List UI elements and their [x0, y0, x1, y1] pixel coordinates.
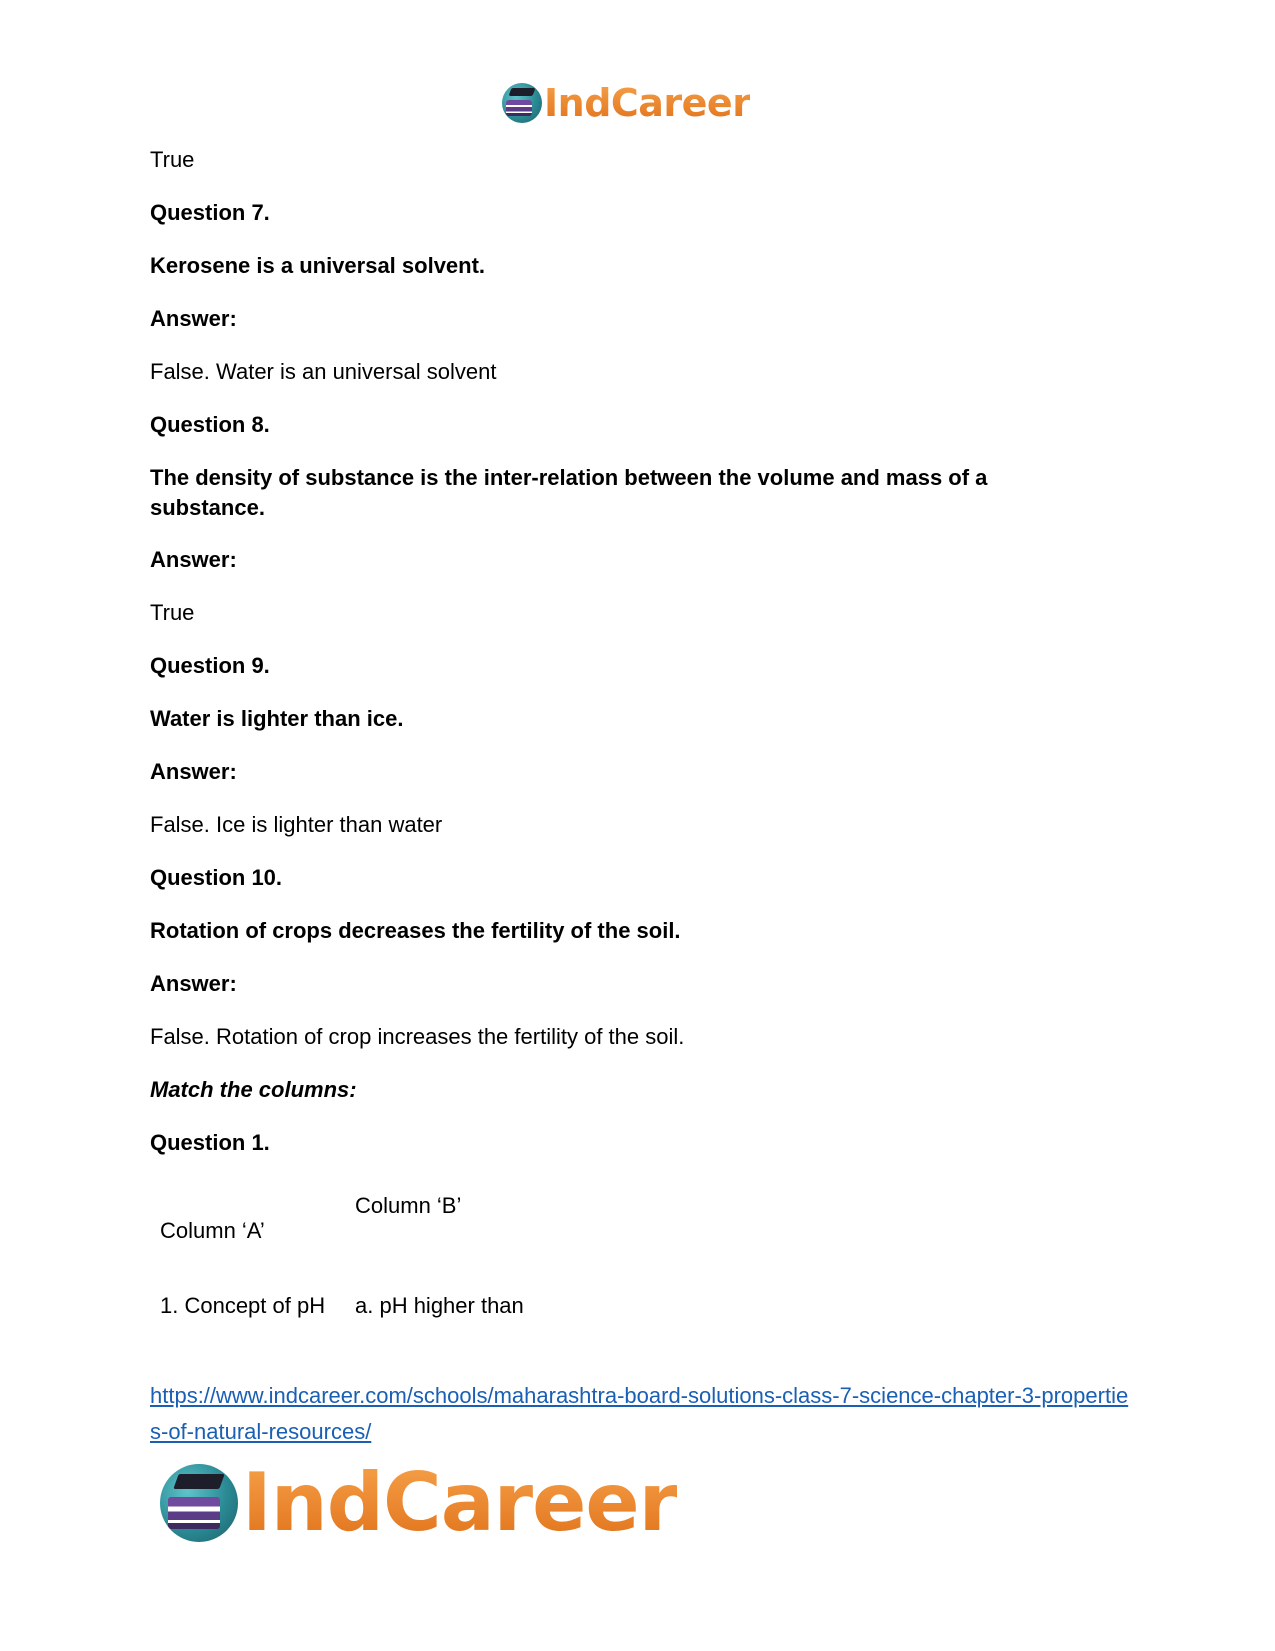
header-logo: [502, 80, 750, 126]
table-row-1-column-b: a. pH higher than: [355, 1293, 524, 1318]
q9-statement: Water is lighter than ice.: [150, 706, 404, 731]
q10-label: Question 10.: [150, 865, 283, 890]
column-a-header: Column ‘A’: [160, 1218, 265, 1243]
match-columns-heading: Match the columns:: [150, 1077, 357, 1102]
q8-label: Question 8.: [150, 412, 270, 437]
q9-label: Question 9.: [150, 653, 270, 678]
q10-statement: Rotation of crops decreases the fertility of the soil.: [150, 918, 681, 943]
q10-answer-text: False. Rotation of crop increases the fertility of the soil.: [150, 1024, 685, 1049]
q6-answer-text: True: [150, 147, 195, 172]
footer-logo: [160, 1458, 677, 1548]
graduation-cap-globe-icon: [160, 1464, 238, 1542]
header-logo-text: IndCareer: [544, 81, 751, 125]
q9-answer-label: Answer:: [150, 759, 237, 784]
q10-answer-label: Answer:: [150, 971, 237, 996]
q7-answer-label: Answer:: [150, 306, 237, 331]
column-b-header: Column ‘B’: [355, 1193, 462, 1218]
graduation-cap-globe-icon: [502, 83, 542, 123]
q7-label: Question 7.: [150, 200, 270, 225]
table-row-1-column-a: 1. Concept of pH: [160, 1293, 326, 1318]
q7-statement: Kerosene is a universal solvent.: [150, 253, 486, 278]
footer-logo-text: IndCareer: [242, 1456, 678, 1549]
source-link[interactable]: https://www.indcareer.com/schools/maharashtra-board-solutions-class-7-science-chapter-3-properties-of-natural-resources/: [150, 1383, 1129, 1444]
q9-answer-text: False. Ice is lighter than water: [150, 812, 443, 837]
match-q1-label: Question 1.: [150, 1130, 270, 1155]
q8-answer-label: Answer:: [150, 547, 237, 572]
q7-answer-text: False. Water is an universal solvent: [150, 359, 497, 384]
q8-statement: The density of substance is the inter-relation between the volume and mass of a substance.: [150, 465, 988, 520]
q8-answer-text: True: [150, 600, 195, 625]
